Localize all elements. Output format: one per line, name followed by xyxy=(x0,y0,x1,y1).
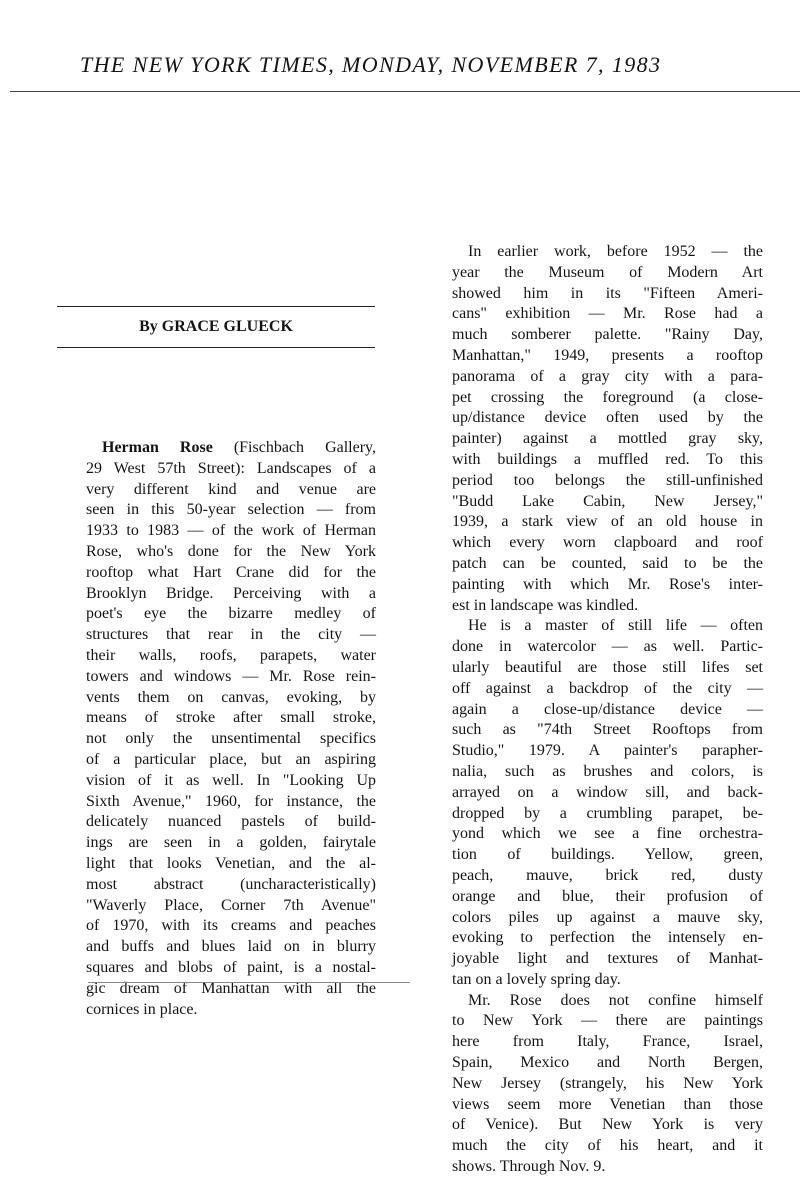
text-line: 1933 to 1983 — of the work of Herman xyxy=(86,522,376,540)
text-line: est in landscape was kindled. xyxy=(452,596,639,614)
column-end-rule xyxy=(88,982,410,983)
text-line: of 1970, with its creams and peaches xyxy=(86,917,376,935)
text-line: "Budd Lake Cabin, New Jersey," xyxy=(452,492,763,510)
text-line: In earlier work, before 1952 — the xyxy=(468,243,763,260)
text-line: Rose, who's done for the New York xyxy=(86,542,376,560)
text-line: tion of buildings. Yellow, green, xyxy=(452,846,763,864)
text-line: Mr. Rose does not confine himself xyxy=(468,991,763,1009)
artist-name: Herman Rose xyxy=(102,439,213,456)
text-line: not only the unsentimental specifics xyxy=(86,730,376,748)
text-line: ings are seen in a golden, fairytale xyxy=(86,834,376,852)
text-line: year the Museum of Modern Art xyxy=(452,263,763,281)
text-line: seen in this 50-year selection — from xyxy=(86,501,376,519)
text-line: showed him in its "Fifteen Ameri- xyxy=(452,284,763,302)
text-line: Sixth Avenue," 1960, for instance, the xyxy=(86,792,376,810)
text-line: delicately nuanced pastels of build- xyxy=(86,813,376,831)
text-line: means of stroke after small stroke, xyxy=(86,709,376,727)
text-line: joyable light and textures of Manhat- xyxy=(452,950,763,968)
text-line: painting with which Mr. Rose's inter- xyxy=(452,575,763,593)
text-line: cans" exhibition — Mr. Rose had a xyxy=(452,305,763,323)
text-line: panorama of a gray city with a para- xyxy=(452,367,763,385)
text-line: towers and windows — Mr. Rose rein- xyxy=(86,667,376,685)
text-line: their walls, roofs, parapets, water xyxy=(86,646,376,664)
text-line: New Jersey (strangely, his New York xyxy=(452,1074,763,1092)
text-line: vision of it as well. In "Looking Up xyxy=(86,771,376,789)
left-column xyxy=(86,438,376,1020)
text-line: He is a master of still life — often xyxy=(468,617,763,635)
text-line: squares and blobs of paint, is a nostal- xyxy=(86,958,376,976)
text-line: cornices in place. xyxy=(86,1000,198,1018)
text-line: patch can be counted, said to be the xyxy=(452,554,763,572)
text-line: nalia, such as brushes and colors, is xyxy=(452,762,763,780)
text-line: done in watercolor — as well. Partic- xyxy=(452,638,763,656)
text-line: gic dream of Manhattan with all the xyxy=(86,979,376,997)
text-line: rooftop what Hart Crane did for the xyxy=(86,563,376,581)
right-paragraph-1 xyxy=(452,242,763,616)
text-line: Herman Rose (Fischbach Gallery, xyxy=(102,439,376,456)
text-line: 29 West 57th Street): Landscapes of a xyxy=(86,459,376,477)
text-line: much somberer palette. "Rainy Day, xyxy=(452,326,763,344)
text-line: light that looks Venetian, and the al- xyxy=(86,854,376,872)
text-line: ularly beautiful are those still lifes set xyxy=(452,658,763,676)
text-line: very different kind and venue are xyxy=(86,480,376,498)
text-line: arrayed on a window sill, and back- xyxy=(452,783,763,801)
text-line: 1939, a stark view of an old house in xyxy=(452,513,763,531)
text-line: period too belongs the still-unfinished xyxy=(452,471,763,489)
text-line: to New York — there are paintings xyxy=(452,1012,763,1030)
text-line: here from Italy, France, Israel, xyxy=(452,1033,763,1051)
text-line: up/distance device often used by the xyxy=(452,409,763,427)
text-line: orange and blue, their profusion of xyxy=(452,887,763,905)
text-line: Spain, Mexico and North Bergen, xyxy=(452,1054,763,1072)
text-line: evoking to perfection the intensely en- xyxy=(452,929,763,947)
text-line: poet's eye the bizarre medley of xyxy=(86,605,376,623)
text-line: most abstract (uncharacteristically) xyxy=(86,875,376,893)
text-line: such as "74th Street Rooftops from xyxy=(452,721,763,739)
text-line: peach, mauve, brick red, dusty xyxy=(452,866,763,884)
text-line: shows. Through Nov. 9. xyxy=(452,1158,606,1176)
text-line: off against a backdrop of the city — xyxy=(452,679,763,697)
byline-rule-bottom xyxy=(57,347,375,348)
text-line: pet crossing the foreground (a close- xyxy=(452,388,763,406)
text-line: Brooklyn Bridge. Perceiving with a xyxy=(86,584,376,602)
text-line: vents them on canvas, evoking, by xyxy=(86,688,376,706)
byline-rule-top xyxy=(57,306,375,307)
masthead: THE NEW YORK TIMES, MONDAY, NOVEMBER 7, 1983 xyxy=(80,52,662,77)
right-paragraph-3 xyxy=(452,991,763,1178)
text-line: of a particular place, but an aspiring xyxy=(86,750,376,768)
text-line: again a close-up/distance device — xyxy=(452,700,763,718)
masthead-rule xyxy=(10,91,800,92)
left-paragraph xyxy=(86,438,376,1020)
right-column xyxy=(452,242,763,1178)
text-line: much the city of his heart, and it xyxy=(452,1137,763,1155)
text-line: painter) against a mottled gray sky, xyxy=(452,430,763,448)
text-line: tan on a lovely spring day. xyxy=(452,970,621,988)
text-line: structures that rear in the city — xyxy=(86,626,376,644)
right-paragraph-2 xyxy=(452,616,763,990)
text-line: Manhattan," 1949, presents a rooftop xyxy=(452,346,763,364)
text-line: colors piles up against a mauve sky, xyxy=(452,908,763,926)
byline: By GRACE GLUECK xyxy=(139,318,293,335)
text-line: "Waverly Place, Corner 7th Avenue" xyxy=(86,896,376,914)
text-line: of Venice). But New York is very xyxy=(452,1116,763,1134)
text-line: with buildings a muffled red. To this xyxy=(452,450,763,468)
text-line: yond which we see a fine orchestra- xyxy=(452,825,763,843)
text-line: dropped by a crumbling parapet, be- xyxy=(452,804,763,822)
text-line: which every worn clapboard and roof xyxy=(452,534,763,552)
text-line: views seem more Venetian than those xyxy=(452,1095,763,1113)
text-line: Studio," 1979. A painter's parapher- xyxy=(452,742,763,760)
text-line: and buffs and blues laid on in blurry xyxy=(86,938,376,956)
